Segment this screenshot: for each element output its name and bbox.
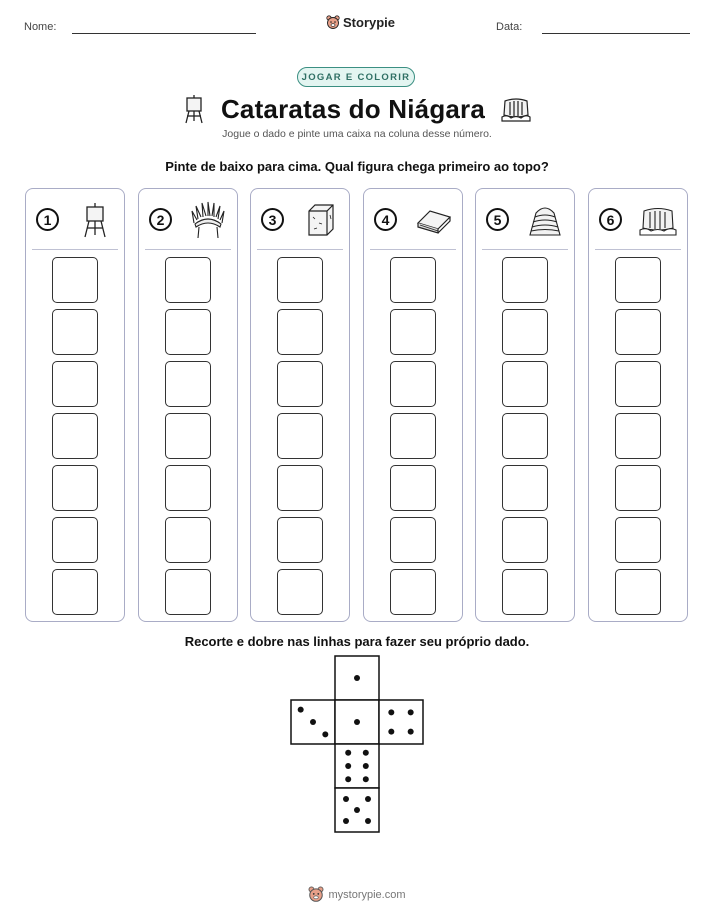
dice-pip [343, 796, 349, 802]
color-box[interactable] [52, 413, 98, 459]
column-3 [250, 188, 350, 622]
column-number: 1 [36, 208, 59, 231]
dice-pip [388, 729, 394, 735]
name-label: Nome: [24, 21, 57, 33]
color-box[interactable] [390, 517, 436, 563]
color-box[interactable] [165, 257, 211, 303]
footer-url[interactable]: mystorypie.com [328, 888, 406, 901]
book-icon [414, 201, 452, 239]
color-box[interactable] [502, 309, 548, 355]
page-title [150, 92, 564, 126]
color-box[interactable] [390, 465, 436, 511]
color-box[interactable] [390, 257, 436, 303]
dice-face-5 [335, 788, 379, 832]
race-instruction: Pinte de baixo para cima. Qual figura chega primeiro ao topo? [165, 159, 549, 174]
dice-pip [322, 731, 328, 737]
dice-face-1 [335, 656, 379, 700]
brand-logo [326, 15, 395, 30]
column-number: 2 [149, 208, 172, 231]
column-header [251, 189, 349, 249]
color-box[interactable] [390, 413, 436, 459]
brand-name: Storypie [343, 15, 396, 30]
color-box[interactable] [502, 361, 548, 407]
dice-face-6 [335, 744, 379, 788]
bear-logo-icon [308, 886, 324, 903]
color-box[interactable] [615, 569, 661, 615]
color-box[interactable] [52, 361, 98, 407]
color-box[interactable] [502, 413, 548, 459]
color-box[interactable] [615, 517, 661, 563]
dice-pip [354, 719, 360, 725]
color-box[interactable] [615, 361, 661, 407]
column-header [364, 189, 462, 249]
column-number: 4 [374, 208, 397, 231]
dice-pip [310, 719, 316, 725]
name-line[interactable] [72, 33, 256, 34]
column-header [26, 189, 124, 249]
dice-pip [298, 707, 304, 713]
color-box[interactable] [52, 569, 98, 615]
dice-pip [365, 796, 371, 802]
color-box[interactable] [277, 517, 323, 563]
column-4 [363, 188, 463, 622]
color-box[interactable] [277, 413, 323, 459]
color-box[interactable] [502, 257, 548, 303]
color-box[interactable] [502, 465, 548, 511]
color-box[interactable] [52, 517, 98, 563]
color-box[interactable] [52, 465, 98, 511]
color-box[interactable] [390, 309, 436, 355]
color-box[interactable] [165, 517, 211, 563]
column-divider [32, 249, 118, 250]
waterfall-icon [501, 95, 531, 123]
dice-net [288, 655, 428, 837]
column-divider [145, 249, 231, 250]
dice-pip [363, 750, 369, 756]
layered-rock-icon [526, 201, 564, 239]
column-divider [257, 249, 343, 250]
color-box[interactable] [52, 309, 98, 355]
color-box[interactable] [165, 569, 211, 615]
waterfall-icon [639, 201, 677, 239]
column-6 [588, 188, 688, 622]
bear-logo-icon [326, 15, 340, 30]
color-box[interactable] [277, 569, 323, 615]
column-divider [370, 249, 456, 250]
color-box[interactable] [277, 361, 323, 407]
column-divider [595, 249, 681, 250]
column-2 [138, 188, 238, 622]
color-box[interactable] [615, 257, 661, 303]
column-header [476, 189, 574, 249]
color-box[interactable] [390, 361, 436, 407]
color-box[interactable] [615, 309, 661, 355]
dice-pip [354, 807, 360, 813]
dice-pip [408, 729, 414, 735]
color-box[interactable] [615, 413, 661, 459]
color-box[interactable] [502, 517, 548, 563]
dice-face-4 [379, 700, 423, 744]
color-box[interactable] [165, 413, 211, 459]
stone-block-icon [301, 201, 339, 239]
color-box[interactable] [165, 361, 211, 407]
title-text: Cataratas do Niágara [220, 93, 486, 124]
dice-pip [345, 750, 351, 756]
dice-pip [343, 818, 349, 824]
dice-pip [388, 709, 394, 715]
date-label: Data: [496, 21, 523, 33]
column-header [589, 189, 687, 249]
dice-pip [363, 763, 369, 769]
date-line[interactable] [542, 33, 690, 34]
column-number: 3 [261, 208, 284, 231]
activity-badge: JOGAR E COLORIR [297, 67, 415, 87]
color-box[interactable] [165, 309, 211, 355]
dice-instruction: Recorte e dobre nas linhas para fazer seu próprio dado. [184, 634, 530, 649]
color-box[interactable] [390, 569, 436, 615]
color-box[interactable] [277, 257, 323, 303]
color-box[interactable] [277, 465, 323, 511]
dice-pip [354, 675, 360, 681]
dice-pip [345, 763, 351, 769]
dice-pip [408, 709, 414, 715]
dice-face-1 [335, 700, 379, 744]
color-box[interactable] [615, 465, 661, 511]
column-number: 6 [599, 208, 622, 231]
color-box[interactable] [52, 257, 98, 303]
column-1 [25, 188, 125, 622]
dice-pip [365, 818, 371, 824]
easel-icon [183, 94, 205, 124]
column-5 [475, 188, 575, 622]
subtitle: Jogue o dado e pinte uma caixa na coluna desse número. [222, 128, 492, 140]
column-header [139, 189, 237, 249]
color-box[interactable] [502, 569, 548, 615]
headdress-icon [189, 201, 227, 239]
color-box[interactable] [165, 465, 211, 511]
easel-icon [76, 201, 114, 239]
dice-face-3 [291, 700, 335, 744]
dice-pip [345, 776, 351, 782]
footer [0, 886, 714, 903]
color-box[interactable] [277, 309, 323, 355]
column-divider [482, 249, 568, 250]
column-number: 5 [486, 208, 509, 231]
dice-pip [363, 776, 369, 782]
